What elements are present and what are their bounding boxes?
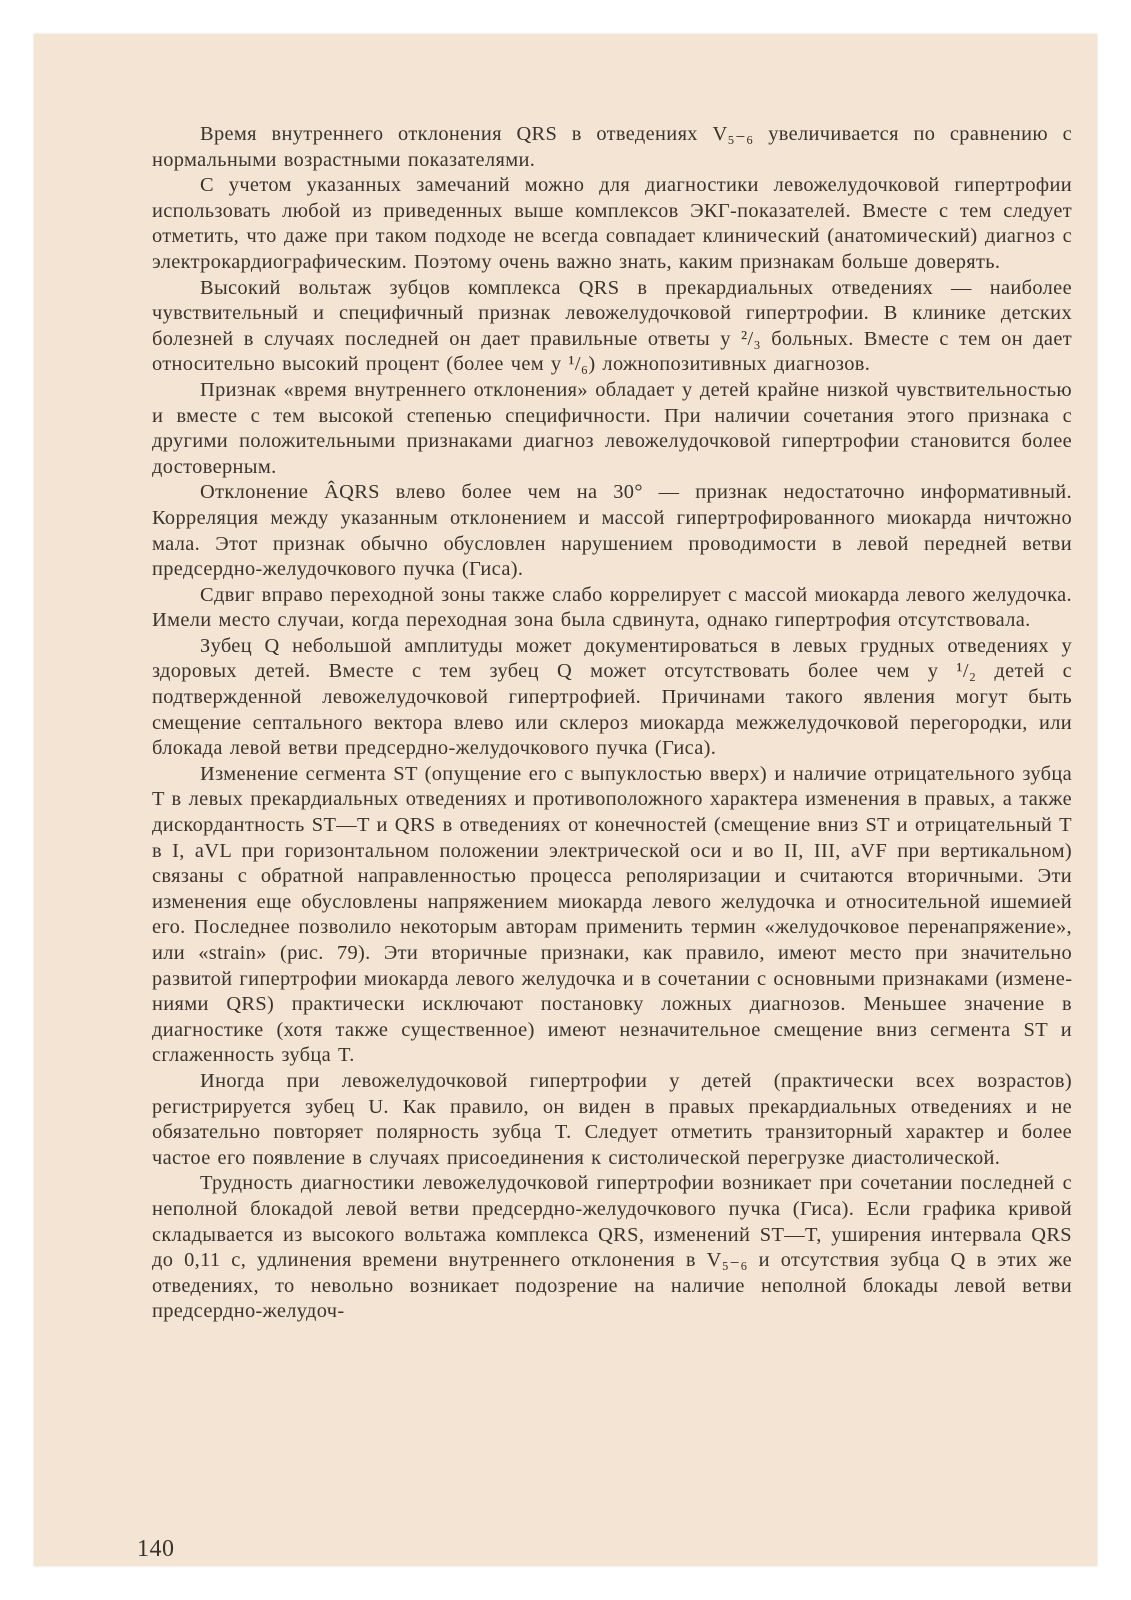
page-sheet xyxy=(34,34,1097,1566)
paragraph: Сдвиг вправо переходной зоны также слабо коррелирует с массой миокарда левого желудочка. Имели место случаи, когда переходная зона была сдвинута, однако гипертрофия отсутствовала. xyxy=(152,583,1072,632)
paragraph: Отклонение ÂQRS влево более чем на 30° — признак недостаточно информативный. Корреляция между указанным отклонением и массой гипертрофированного миокарда ничтожно мала. Этот признак обычно обусловлен нарушением проводимости в левой передней ветви предсердно-желудочкового пучка (Гиса). xyxy=(152,481,1072,581)
page-number: 140 xyxy=(137,1536,175,1562)
paragraph: Время внутреннего отклонения QRS в отведениях V₅₋₆ увеличивается по сравнению с нормальными возрастными показателями. xyxy=(152,123,1072,171)
paragraph: Высокий вольтаж зубцов комплекса QRS в прекардиальных отведениях — наиболее чувствительный и специфичный признак левожелудочковой гипертрофии. В клинике детских болезней в случаях последней он дает правильные ответы у ²/₃ больных. Вместе с тем он дает относительно высокий процент (более чем у ¹/₆) ложнопозитивных диагнозов. xyxy=(152,276,1072,376)
paragraph: С учетом указанных замечаний можно для диагностики левожелудочковой гипертрофии использовать любой из приведенных выше комплексов ЭКГ-показателей. Вместе с тем следует отметить, что даже при таком подходе не всегда совпадает клинический (анатомический) диагноз с электрокардиографическим. Поэтому очень важно знать, каким признакам больше доверять. xyxy=(152,174,1072,273)
paragraph: Трудность диагностики левожелудочковой гипертрофии возникает при сочетании последней с неполной блокадой левой ветви предсердно-желудочкового пучка (Гиса). Если графика кривой складывается из высокого вольтажа комплекса QRS, изменений ST—T, уширения интервала QRS до 0,11 с, удлинения времени внутреннего отклонения в V₅₋₆ и отсутствия зубца Q в этих же отведениях, то невольно возникает подозрение на наличие неполной блокады левой ветви предсердно-желудоч- xyxy=(152,1172,1072,1323)
paragraph: Изменение сегмента ST (опущение его с выпуклостью вверх) и наличие отрицательного зубца T в левых прекардиальных отведениях и противоположного характера изменения в правых, а также дискордантность ST—T и QRS в отведениях от конечностей (смещение вниз ST и отрицательный T в I, aVL при горизонтальном положении электрической оси и во II, III, aVF при вертикальном) связаны с обратной направленностью процесса реполяризации и считаются вторичными. Эти изменения еще обусловлены напряжением миокарда левого желудочка и относительной ишемией его. Последнее позволило некоторым авторам применить термин «желудочковое перенапряжение», или «strain» (рис. 79). Эти вторичные признаки, как правило, имеют место при значительно развитой гипертрофии миокарда левого желудочка и в сочетании с основными признаками (изменениями QRS) практически исключают постановку ложных диагнозов. Меньшее значение в диагностике (хотя также существенное) имеют незначительное смещение вниз сегмента ST и сглаженность зубца T. xyxy=(152,762,1072,1067)
paragraph: Зубец Q небольшой амплитуды может документироваться в левых грудных отведениях у здоровых детей. Вместе с тем зубец Q может отсутствовать более чем у ¹/₂ детей с подтвержденной левожелудочковой гипертрофией. Причинами такого явления могут быть смещение септального вектора влево или склероз миокарда межжелудочковой перегородки, или блокада левой ветви предсердно-желудочкового пучка (Гиса). xyxy=(152,634,1072,760)
paragraph: Иногда при левожелудочковой гипертрофии у детей (практически всех возрастов) регистрируется зубец U. Как правило, он виден в правых прекардиальных отведениях и не обязательно повторяет полярность зубца T. Следует отметить транзиторный характер и более частое его появление в случаях присоединения к систолической перегрузке диастолической. xyxy=(152,1069,1072,1169)
paragraph: Признак «время внутреннего отклонения» обладает у детей крайне низкой чувствительностью и вместе с тем высокой степенью специфичности. При наличии сочетания этого признака с другими положительными признаками диагноз левожелудочковой гипертрофии становится более достоверным. xyxy=(152,378,1072,478)
body-text xyxy=(152,122,1072,1325)
